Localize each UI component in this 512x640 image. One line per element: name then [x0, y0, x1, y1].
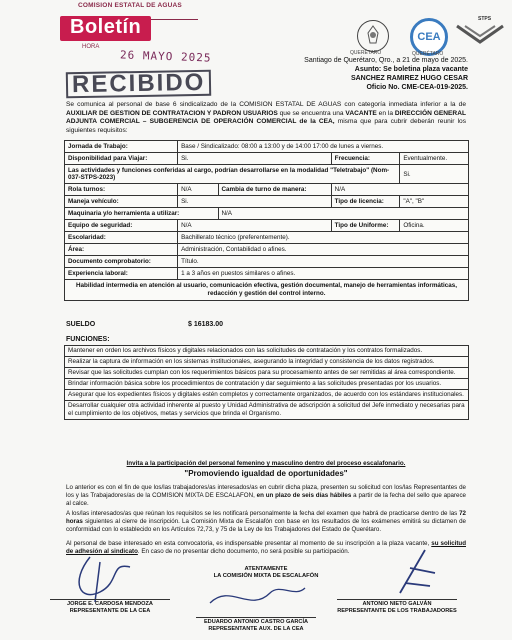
req-label: Área:: [65, 244, 178, 256]
req-value: N/A: [331, 184, 468, 196]
req-label: Jornada de Trabajo:: [65, 141, 178, 153]
req-value: "A", "B": [400, 196, 469, 208]
req-label: Maquinaria y/o herramienta a utilizar:: [65, 208, 219, 220]
req-value: Bachillerato técnico (preferentemente).: [178, 232, 469, 244]
place-date: Santiago de Querétaro, Qro., a 21 de mayo de 2025.: [304, 57, 468, 64]
requirements-table: [64, 140, 469, 301]
req-label: Maneja vehículo:: [65, 196, 178, 208]
para2-text: A los/las interesados/as que reúnan los requisitos se les notificará personalmente la fecha del examen que habrá de practicarse dentro de las: [66, 510, 460, 517]
signer-left-name: JORGE E. CARDOSA MENDOZA: [67, 601, 153, 607]
stps-label: STPS: [478, 16, 492, 22]
intro-text-4: misma que para cubrir deberán reunir los siguientes requisitos:: [66, 118, 466, 134]
promo-slogan: "Promoviendo igualdad de oportunidades": [184, 469, 348, 478]
table-row: [65, 220, 469, 232]
table-row: [65, 232, 469, 244]
paragraph-exam: [66, 510, 466, 534]
req-value: Si.: [178, 153, 332, 165]
signature-left: [40, 599, 180, 615]
table-row: [65, 280, 469, 301]
table-row: [65, 379, 469, 390]
addressee-name: SANCHEZ RAMIREZ HUGO CESAR: [350, 75, 468, 82]
req-value: N/A: [178, 184, 218, 196]
para2-end: siguientes al cierre de inscripción. La Comisión Mixta de Escalafón con base en los resultados de los exámenes emitirá su dictamen de conformidad con lo establecido en los Artículos 72,73, y 75 de la Ley de los Trabajadores del Estado de Querétaro.: [66, 518, 466, 533]
signer-left-role: REPRESENTANTE DE LA CEA: [69, 608, 151, 614]
function-item: Revisar que las solicitudes cumplan con los requerimientos básicos para su procesamiento antes de ser remitidas al área correspondiente.: [65, 368, 469, 379]
signer-right-name: ANTONIO NIETO GALVÁN: [362, 601, 432, 607]
salary-label: SUELDO: [66, 321, 96, 328]
req-label: Equipo de seguridad:: [65, 220, 178, 232]
function-item: Asegurar que los expedientes físicos y digitales estén completos y correctamente organizados, de acuerdo con los estándares institucionales.: [65, 390, 469, 401]
function-item: Desarrollar cualquier otra actividad inherente al puesto y Unidad Administrativa de adscripción a solicitud del Jefe inmediato y necesarias para el cumplimiento de los objetivos, metas y servicios que brinda el Organismo.: [65, 401, 469, 420]
table-row: [65, 141, 469, 153]
req-label: Tipo de licencia:: [331, 196, 400, 208]
req-label: Las actividades y funciones conferidas al cargo, podrían desarrollarse en la modalidad "Teletrabajo" (Nom-037-STPS-2023): [65, 165, 400, 184]
signature-center: [186, 617, 326, 633]
table-row: [65, 357, 469, 368]
req-skills: Habilidad intermedia en atención al usuario, comunicación efectiva, gestión documental, manejo de herramientas informáticas, redacción y gestión del control interno.: [65, 280, 469, 301]
boletin-banner: Boletín: [60, 16, 151, 41]
table-row: [65, 184, 469, 196]
stamp-date: 26 MAYO 2025: [119, 48, 212, 65]
intro-text-3: en la: [376, 109, 395, 117]
para3-bold: su solicitud de adhesión al sindicato: [66, 540, 466, 555]
stps-logo-icon: [455, 22, 505, 46]
invitation-line: Invita a la participación del personal femenino y masculino dentro del proceso escalafonario.: [126, 460, 406, 467]
stamp-hora: HORA: [82, 44, 100, 50]
table-row: [65, 153, 469, 165]
table-row: [65, 196, 469, 208]
req-label: Experiencia laboral:: [65, 268, 178, 280]
para3-end: . En caso de no presentar dicho documento, no será posible su participación.: [137, 548, 350, 555]
signer-center-role: REPRESENTANTE AUX. DE LA CEA: [208, 626, 304, 632]
intro-paragraph: [66, 101, 466, 135]
req-label: Tipo de Uniforme:: [331, 220, 400, 232]
intro-area: DIRECCIÓN GENERAL ADJUNTA COMERCIAL – SUBGERENCIA DE OPERACIÓN COMERCIAL de la CEA,: [66, 109, 466, 125]
atentamente: ATENTAMENTE: [244, 566, 288, 572]
req-label: Disponibilidad para Viajar:: [65, 153, 178, 165]
function-item: Mantener en orden los archivos físicos y digitales relacionados con las solicitudes de contratación y los contratos formalizados.: [65, 346, 469, 357]
paragraph-deadline: [66, 484, 466, 508]
req-label: Rola turnos:: [65, 184, 178, 196]
signature-right: [322, 599, 472, 615]
req-value: Si.: [400, 165, 469, 184]
oficio-number: Oficio No. CME-CEA-019-2025.: [366, 84, 468, 91]
intro-text-2: que se encuentra una: [277, 109, 346, 117]
stamp-org-text: COMISION ESTATAL DE AGUAS: [78, 2, 182, 9]
table-row: [65, 346, 469, 357]
table-row: [65, 368, 469, 379]
req-value: Eventualmente.: [400, 153, 469, 165]
para1-text: Lo anterior es con el fin de que los/las trabajadores/as interesados/as en cubrir dicha plaza, presenten su solicitud con los/las Representantes de los y las Trabajadores/as de la COMISION MIXTA DE ESCALAFON,: [66, 484, 466, 499]
req-value: Oficina.: [400, 220, 469, 232]
req-value: N/A: [218, 208, 469, 220]
req-value: Título.: [178, 256, 469, 268]
table-row: [65, 256, 469, 268]
req-value: N/A: [178, 220, 332, 232]
para1-end: a partir de la fecha del sello que aparece al calce.: [66, 492, 466, 507]
req-value: Si.: [178, 196, 332, 208]
table-row: [65, 390, 469, 401]
functions-table: [64, 345, 469, 420]
signature-right-icon: [380, 548, 450, 598]
intro-text-1: Se comunica al personal de base 6 sindicalizado de la COMISION ESTATAL DE AGUAS con categoría inmediata inferior a la de: [66, 101, 466, 108]
req-value: Administración, Contabilidad o afines.: [178, 244, 469, 256]
para2-bold: 72 horas: [66, 510, 466, 525]
req-label: Frecuencia:: [331, 153, 400, 165]
req-label: Documento comprobatorio:: [65, 256, 178, 268]
functions-title: FUNCIONES:: [66, 336, 110, 343]
queretaro-seal-icon: [357, 20, 389, 52]
table-row: [65, 165, 469, 184]
salary-value: $ 16183.00: [188, 321, 224, 328]
intro-position: AUXILIAR DE GESTION DE CONTRATACION Y PADRON USUARIOS: [66, 109, 278, 117]
signer-center-name: EDUARDO ANTONIO CASTRO GARCÍA: [203, 619, 309, 625]
table-row: [65, 208, 469, 220]
cea-sub-label: QUERÉTARO: [412, 51, 444, 57]
signer-right-role: REPRESENTANTE DE LOS TRABAJADORES: [337, 608, 457, 614]
table-row: [65, 401, 469, 420]
intro-vacante: VACANTE: [345, 109, 377, 117]
function-item: Realizar la captura de información en los sistemas institucionales, asegurando la integridad y consistencia de los datos registrados.: [65, 357, 469, 368]
req-label: Escolaridad:: [65, 232, 178, 244]
req-label: Cambia de turno de manera:: [218, 184, 331, 196]
signature-center-icon: [200, 578, 310, 618]
comision-label: LA COMISIÓN MIXTA DE ESCALAFÓN: [213, 573, 319, 579]
para1-bold: en un plazo de seis días hábiles: [256, 492, 352, 499]
asunto: Asunto: Se boletina plaza vacante: [354, 66, 468, 73]
header-info: [228, 56, 468, 92]
table-row: [65, 268, 469, 280]
req-value: Base / Sindicalizado: 08:00 a 13:00 y de 14:00 17:00 de lunes a viernes.: [178, 141, 469, 153]
queretaro-label: QUERÉTARO: [350, 50, 382, 56]
function-item: Brindar información básica sobre los procedimientos de contratación y dar seguimiento a las solicitudes presentadas por los usuarios.: [65, 379, 469, 390]
table-row: [65, 244, 469, 256]
cea-logo: CEA: [410, 18, 448, 56]
stamp-recibido: RECIBIDO: [66, 70, 212, 99]
req-value: 1 a 3 años en puestos similares o afines.: [178, 268, 469, 280]
para3-text: Al personal de base interesado en esta convocatoria, es indispensable presentar al momento de su inscripción a la plaza vacante,: [66, 540, 432, 547]
